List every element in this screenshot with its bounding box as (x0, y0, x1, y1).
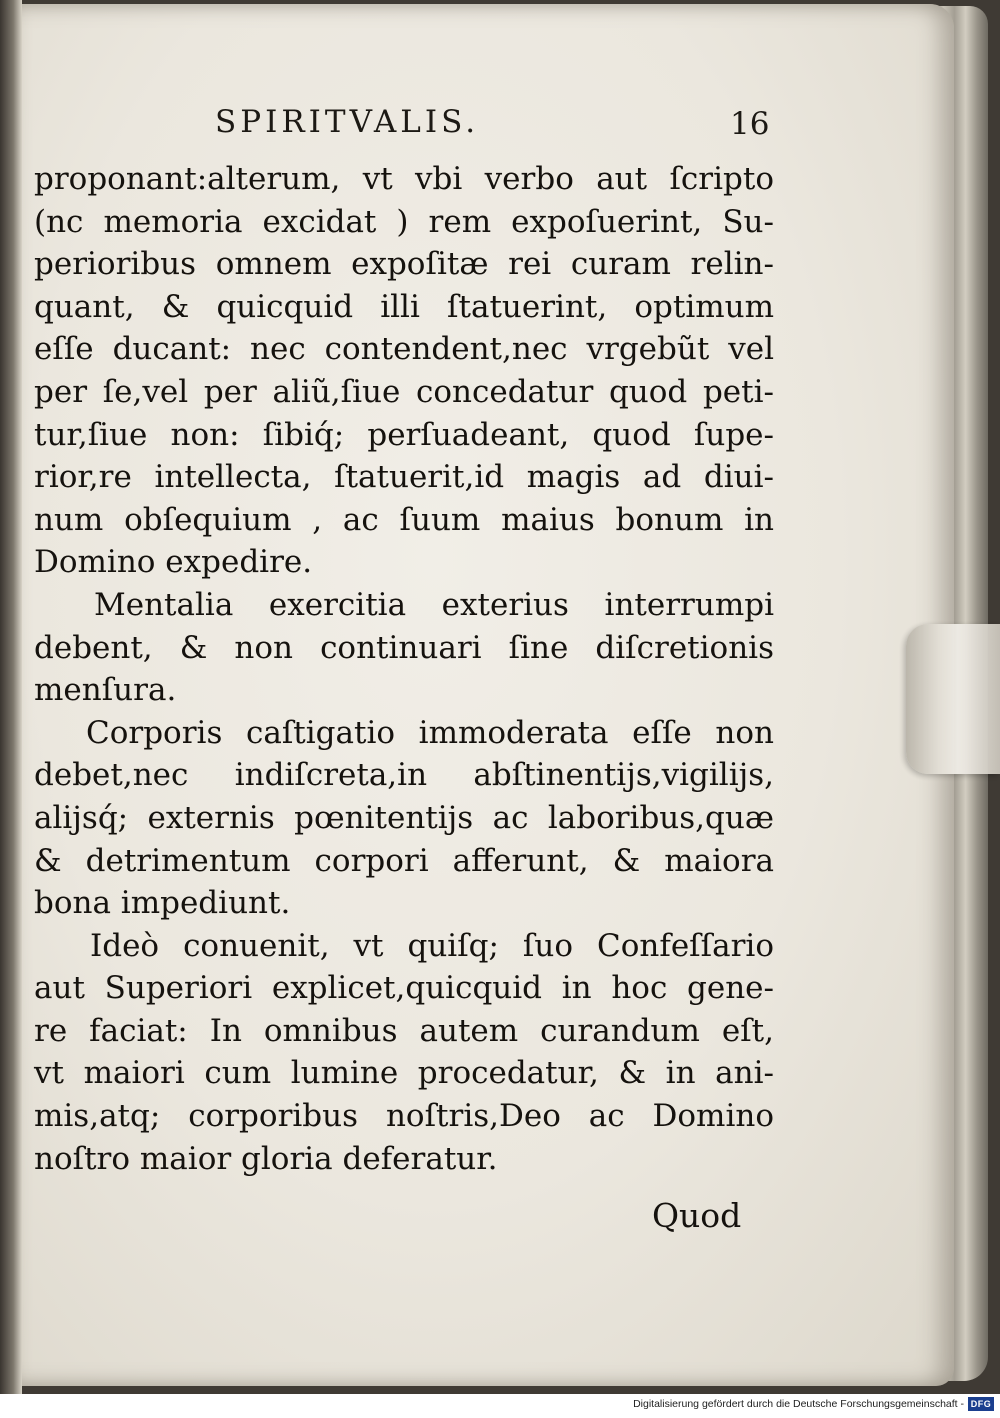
text-line: re faciat: In omnibus autem curandum eſt, (34, 1012, 774, 1049)
binding-shadow (0, 0, 22, 1394)
text-line: proponant:alterum, vt vbi verbo aut ſcripto (34, 161, 774, 197)
page-clasp (906, 624, 1000, 774)
text-line: & detrimentum corpori afferunt, & maiora (34, 842, 774, 879)
text-line: Mentalia exercitia exterius interrumpi (94, 586, 774, 623)
text-line: rior,re intellecta, ſtatuerit,id magis ad diui- (34, 459, 774, 496)
text-line: Ideò conuenit, vt quiſq; ſuo Confeſſario (90, 927, 774, 964)
text-line: eſſe ducant: nec contendent,nec vrgebũt vel (34, 331, 774, 368)
page-header (0, 104, 1000, 154)
text-line: menſura. (34, 672, 177, 709)
text-line: debet,nec indiſcreta,in abſtinentijs,vigilijs, (34, 757, 774, 794)
page-number: 16 (730, 106, 770, 142)
text-line: num obſequium , ac ſuum maius bonum in (34, 501, 774, 538)
text-line: Domino expedire. (34, 544, 313, 581)
text-line: Corporis caſtigatio immoderata eſſe non (86, 714, 774, 751)
digitization-footer (0, 1394, 1000, 1418)
text-line: vt maiori cum lumine procedatur, & in ani- (34, 1055, 774, 1092)
funding-credit: Digitalisierung gefördert durch die Deutsche Forschungsgemeinschaft - (633, 1398, 964, 1410)
running-head: SPIRITVALIS. (215, 104, 480, 140)
text-line: perioribus omnem expoſitæ rei curam relin- (34, 246, 774, 283)
catchword: Quod (652, 1196, 742, 1235)
text-line: per ſe,vel per aliũ,ſiue concedatur quod peti- (34, 373, 774, 410)
text-line: alijsq́; externis pœnitentijs ac laboribus,quæ (34, 799, 774, 836)
text-line: tur,ſiue non: ſibiq́; perſuadeant, quod ſupe- (34, 416, 774, 453)
text-line: (nc memoria excidat ) rem expoſuerint, Su- (34, 203, 774, 240)
text-line: aut Superiori explicet,quicquid in hoc gene- (34, 970, 774, 1007)
body-text (34, 158, 774, 1180)
text-line: quant, & quicquid illi ſtatuerint, optimum (34, 288, 774, 325)
text-line: noſtro maior gloria deferatur. (34, 1140, 498, 1177)
text-line: debent, & non continuari ſine diſcretionis (34, 629, 774, 666)
text-line: mis,atq; corporibus noſtris,Deo ac Domino (34, 1098, 774, 1135)
text-line: bona impediunt. (34, 885, 291, 922)
dfg-logo: DFG (968, 1397, 994, 1411)
